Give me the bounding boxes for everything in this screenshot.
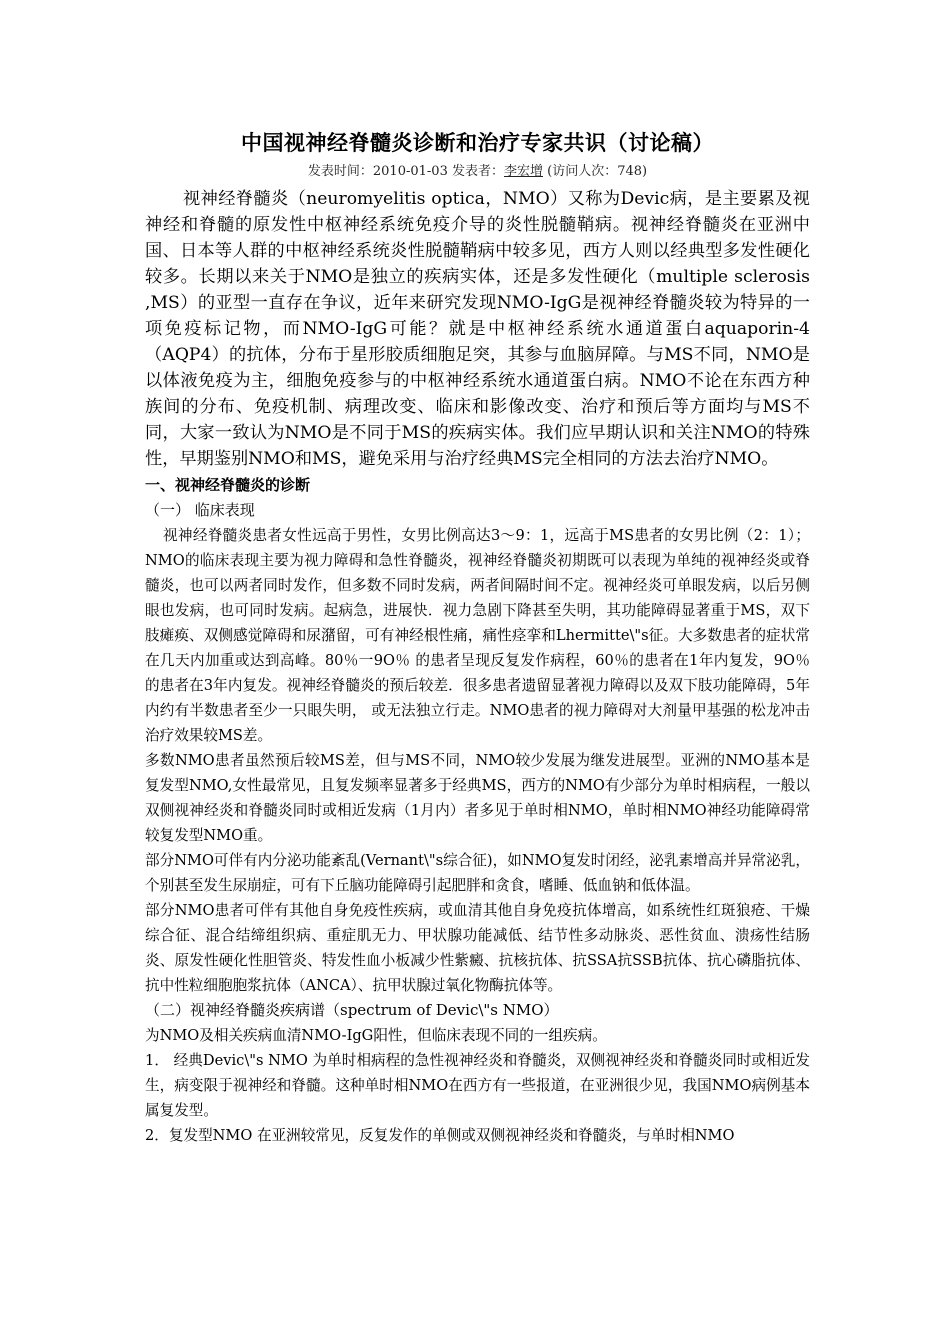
paragraph-spectrum-1: 1． 经典Devic\"s NMO 为单时相病程的急性视神经炎和脊髓炎，双侧视神经炎和脊髓炎同时或相近发生，病变限于视神经和脊髓。这种单时相NMO在西方有一些报道，在亚洲很少见，我国NMO病例基本属复发型。 xyxy=(145,1052,810,1119)
paragraph-clinical-1: 视神经脊髓炎患者女性远高于男性，女男比例高达3～9：1，远高于MS患者的女男比例（2：1）；NMO的临床表现主要为视力障碍和急性脊髓炎，视神经脊髓炎初期既可以表现为单纯的视神经炎或脊髓炎，也可以两者同时发作，但多数不同时发病，两者间隔时间不定。视神经炎可单眼发病，以后另侧眼也发病，也可同时发病。起病急，进展快．视力急剧下降甚至失明，其功能障碍显著重于MS，双下肢瘫痪、双侧感觉障碍和尿潴留，可有神经根性痛，痛性痉挛和Lhermitte\"s征。大多数患者的症状常在几天内加重或达到高峰。80％一9O％ 的患者呈现反复发作病程，60％的患者在1年内复发，9O％ 的患者在3年内复发。视神经脊髓炎的预后较差．很多患者遗留显著视力障碍以及双下肢功能障碍，5年内约有半数患者至少一只眼失明， 或无法独立行走。NMO患者的视力障碍对大剂量甲基强的松龙冲击治疗效果较MS差。 xyxy=(145,527,810,744)
paragraph-spectrum-2: 2．复发型NMO 在亚洲较常见，反复发作的单侧或双侧视神经炎和脊髓炎，与单时相NMO xyxy=(145,1127,735,1144)
subheading-spectrum: （二）视神经脊髓炎疾病谱（spectrum of Devic\"s NMO） xyxy=(145,1001,559,1019)
author-link[interactable]: 李宏增 xyxy=(503,164,543,179)
subheading-clinical: （一） 临床表现 xyxy=(145,501,255,519)
intro-paragraph: 视神经脊髓炎（neuromyelitis optica，NMO）又称为Devic病，是主要累及视神经和脊髓的原发性中枢神经系统免疫介导的炎性脱髓鞘病。视神经脊髓炎在亚洲中国、日本等人群的中枢神经系统炎性脱髓鞘病中较多见，西方人则以经典型多发性硬化较多。长期以来关于NMO是独立的疾病实体，还是多发性硬化（multiple sclerosis ,MS）的亚型一直存在争议，近年来研究发现NMO-IgG是视神经脊髓炎较为特异的一项免疫标记物，而NMO-IgG可能？就是中枢神经系统水通道蛋白aquaporin-4（AQP4）的抗体，分布于星形胶质细胞足突，其参与血脑屏障。与MS不同，NMO是以体液免疫为主，细胞免疫参与的中枢神经系统水通道蛋白病。NMO不论在东西方种族间的分布、免疫机制、病理改变、临床和影像改变、治疗和预后等方面均与MS不同，大家一致认为NMO是不同于MS的疾病实体。我们应早期认识和关注NMO的特殊性，早期鉴别NMO和MS，避免采用与治疗经典MS完全相同的方法去治疗NMO。 xyxy=(145,189,810,469)
meta-suffix: (访问人次：748) xyxy=(543,164,648,179)
meta-prefix: 发表时间：2010-01-03 发表者： xyxy=(307,164,504,179)
paragraph-clinical-4: 部分NMO患者可伴有其他自身免疫性疾病，或血清其他自身免疫抗体增高，如系统性红斑狼疮、干燥综合征、混合结缔组织病、重症肌无力、甲状腺功能减低、结节性多动脉炎、恶性贫血、溃疡性结肠炎、原发性硬化性胆管炎、特发性血小板减少性紫癜、抗核抗体、抗SSA抗SSB抗体、抗心磷脂抗体、抗中性粒细胞胞浆抗体（ANCA）、抗甲状腺过氧化物酶抗体等。 xyxy=(145,902,810,994)
document-page xyxy=(145,120,810,1148)
paragraph-spectrum-intro: 为NMO及相关疾病血清NMO-IgG阳性，但临床表现不同的一组疾病。 xyxy=(145,1027,607,1044)
post-meta xyxy=(145,162,810,182)
page-title: 中国视神经脊髓炎诊断和治疗专家共识（讨论稿） xyxy=(241,130,714,155)
paragraph-clinical-2: 多数NMO患者虽然预后较MS差，但与MS不同，NMO较少发展为继发进展型。亚洲的NMO基本是复发型NMO,女性最常见，且复发频率显著多于经典MS，西方的NMO有少部分为单时相病程，一般以双侧视神经炎和脊髓炎同时或相近发病（1月内）者多见于单时相NMO，单时相NMO神经功能障碍常较复发型NMO重。 xyxy=(145,752,810,844)
section-heading-diagnosis: 一、视神经脊髓炎的诊断 xyxy=(145,476,311,494)
paragraph-clinical-3: 部分NMO可伴有内分泌功能紊乱(Vernant\"s综合征)，如NMO复发时闭经，泌乳素增高并异常泌乳，个别甚至发生尿崩症，可有下丘脑功能障碍引起肥胖和贪食，嗜睡、低血钠和低体温。 xyxy=(145,852,810,894)
